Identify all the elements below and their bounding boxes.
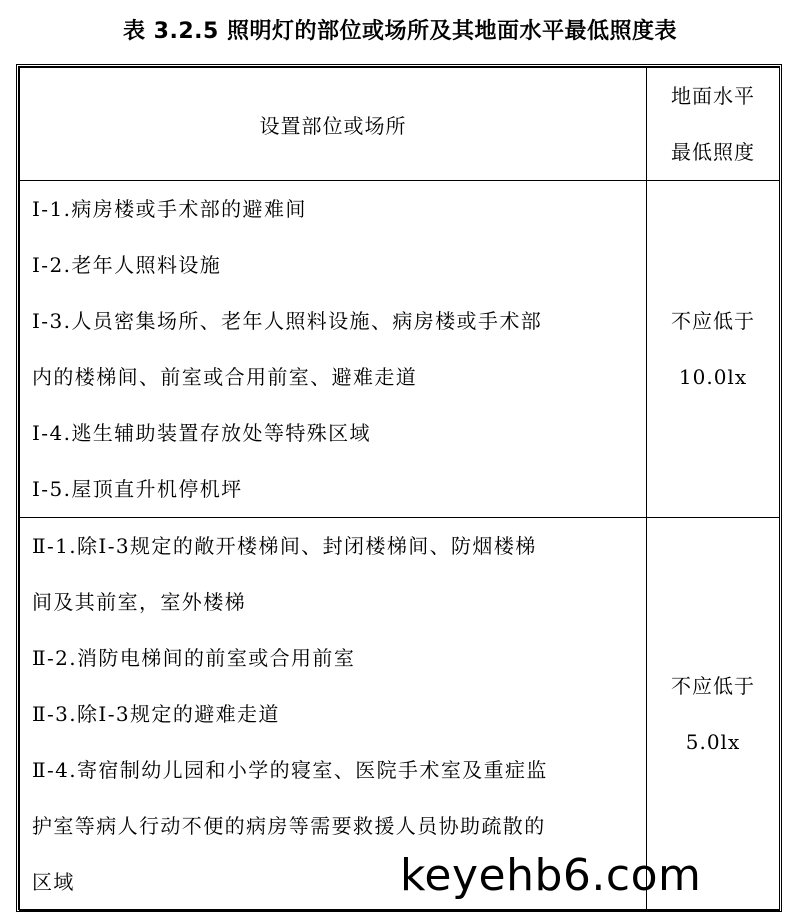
header-illuminance-line1: 地面水平 <box>671 84 755 108</box>
header-illuminance-line2: 最低照度 <box>671 140 755 164</box>
list-item: Ⅰ-2.老年人照料设施 <box>32 253 222 277</box>
list-item: Ⅰ-5.屋顶直升机停机坪 <box>32 477 243 501</box>
group-1-requirement <box>647 181 780 518</box>
list-item: 区域 <box>32 870 75 894</box>
table-row-group-1 <box>20 181 780 518</box>
group-2-requirement-value: 5.0lx <box>685 730 741 754</box>
table-title: 表 3.2.5 照明灯的部位或场所及其地面水平最低照度表 <box>123 19 677 44</box>
illuminance-table <box>19 67 780 911</box>
header-illuminance <box>647 68 780 181</box>
list-item: Ⅱ-4.寄宿制幼儿园和小学的寝室、医院手术室及重症监 <box>32 758 548 782</box>
header-location: 设置部位或场所 <box>20 68 647 181</box>
list-item: 间及其前室，室外楼梯 <box>32 590 246 614</box>
list-item: Ⅱ-2.消防电梯间的前室或合用前室 <box>32 646 356 670</box>
list-item: 内的楼梯间、前室或合用前室、避难走道 <box>32 365 418 389</box>
header-row <box>20 68 780 181</box>
list-item: 护室等病人行动不便的病房等需要救援人员协助疏散的 <box>32 814 546 838</box>
list-item: Ⅰ-3.人员密集场所、老年人照料设施、病房楼或手术部 <box>32 309 543 333</box>
list-item: Ⅰ-4.逃生辅助装置存放处等特殊区域 <box>32 421 371 445</box>
list-item: Ⅱ-1.除Ⅰ-3规定的敞开楼梯间、封闭楼梯间、防烟楼梯 <box>32 534 537 558</box>
list-item: Ⅰ-1.病房楼或手术部的避难间 <box>32 197 307 221</box>
group-1-requirement-line1: 不应低于 <box>671 309 755 333</box>
list-item: Ⅱ-3.除Ⅰ-3规定的避难走道 <box>32 702 280 726</box>
watermark-text: keyehb6.com <box>400 850 702 901</box>
group-1-locations <box>20 181 647 518</box>
group-1-requirement-value: 10.0lx <box>678 365 748 389</box>
group-2-requirement-line1: 不应低于 <box>671 674 755 698</box>
